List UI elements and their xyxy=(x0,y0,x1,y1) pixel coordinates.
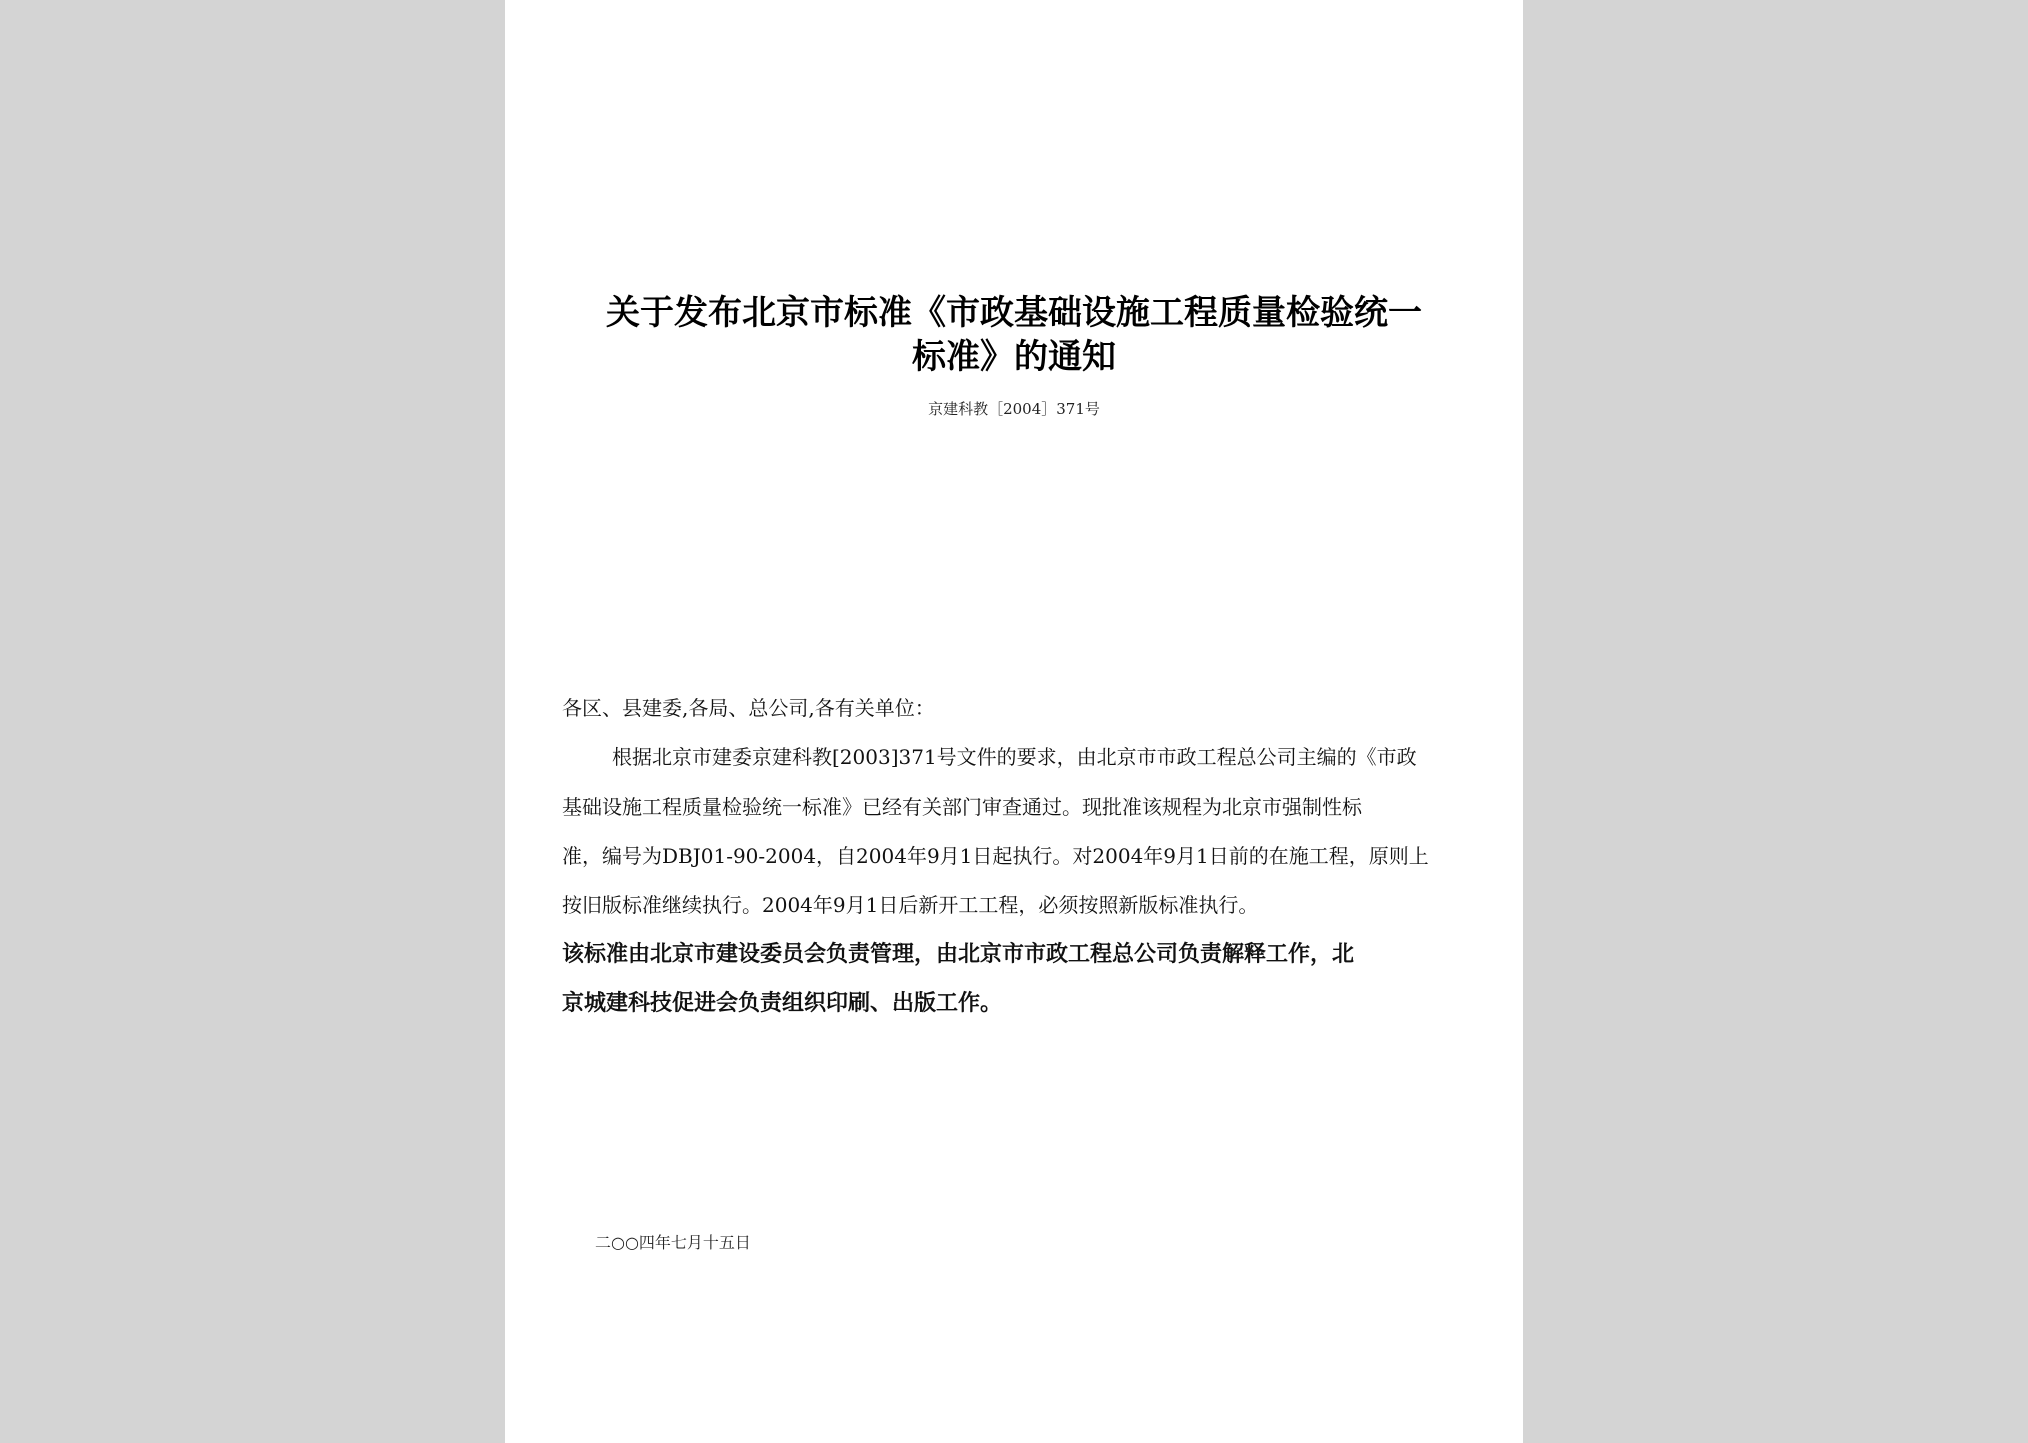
document-date: 二○○四年七月十五日 xyxy=(595,1233,751,1252)
document-number: 京建科教［2004］371号 xyxy=(928,400,1100,418)
paragraph-1-line-3: 准，编号为DBJ01-90-2004，自2004年9月1日起执行。对2004年9月1日前的在施工程，原则上 xyxy=(562,844,1429,868)
salutation: 各区、县建委,各局、总公司,各有关单位： xyxy=(562,696,935,720)
paragraph-1-line-2: 基础设施工程质量检验统一标准》已经有关部门审查通过。现批准该规程为北京市强制性标 xyxy=(562,795,1362,819)
document-page xyxy=(505,0,1523,1443)
document-title-line-1: 关于发布北京市标准《市政基础设施工程质量检验统一 xyxy=(606,293,1422,333)
paragraph-1-line-1: 根据北京市建委京建科教[2003]371号文件的要求，由北京市市政工程总公司主编的《市政 xyxy=(612,745,1417,769)
paragraph-1-line-4: 按旧版标准继续执行。2004年9月1日后新开工工程，必须按照新版标准执行。 xyxy=(562,893,1259,917)
paragraph-2-line-2: 京城建科技促进会负责组织印刷、出版工作。 xyxy=(562,991,1003,1016)
document-title-line-2: 标准》的通知 xyxy=(912,337,1116,377)
paragraph-2-line-1: 该标准由北京市建设委员会负责管理，由北京市市政工程总公司负责解释工作，北 xyxy=(562,942,1355,967)
